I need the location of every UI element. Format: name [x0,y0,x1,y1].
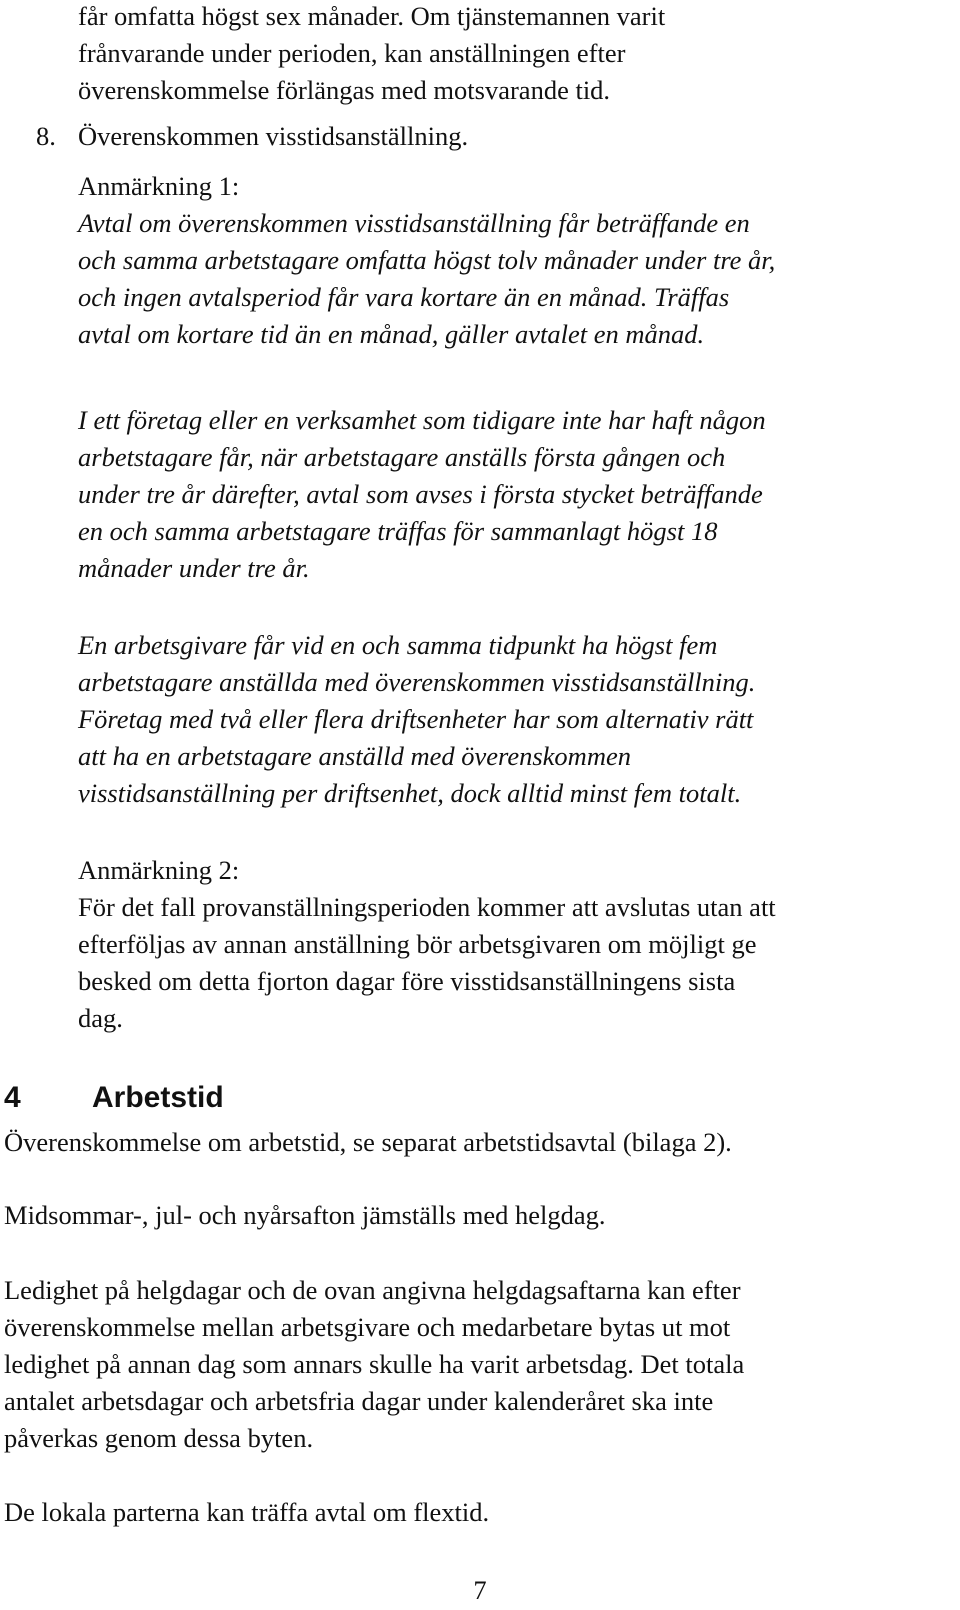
text-line: För det fall provanställningsperioden kommer att avslutas utan att [78,892,776,922]
text-line: en och samma arbetstagare träffas för sammanlagt högst 18 [78,516,718,546]
note-1-paragraph-1 [78,205,948,353]
section-paragraph-4 [4,1494,949,1531]
text-line: att ha en arbetstagare anställd med överenskommen [78,741,631,771]
note-1-paragraph-3 [78,627,948,812]
text-line: och samma arbetstagare omfatta högst tolv månader under tre år, [78,245,776,275]
section-number: 4 [4,1081,21,1114]
text-line: arbetstagare får, när arbetstagare anställs första gången och [78,442,726,472]
text-line: överenskommelse förlängas med motsvarande tid. [78,75,611,105]
section-heading [4,1079,224,1116]
text-line: påverkas genom dessa byten. [4,1423,314,1453]
text-line: Ledighet på helgdagar och de ovan angivna helgdagsaftarna kan efter [4,1275,741,1305]
note-2 [78,852,948,1037]
text-line: De lokala parterna kan träffa avtal om flextid. [4,1497,490,1527]
section-title: Arbetstid [92,1081,224,1114]
text-line: ledighet på annan dag som annars skulle ha varit arbetsdag. Det totala [4,1349,745,1379]
text-line: efterföljas av annan anställning bör arbetsgivaren om möjligt ge [78,929,757,959]
section-paragraph-2 [4,1197,949,1234]
text-line: Midsommar-, jul- och nyårsafton jämställs med helgdag. [4,1200,606,1230]
text-line: besked om detta fjorton dagar före visstidsanställningens sista [78,966,736,996]
text-line: och ingen avtalsperiod får vara kortare än en månad. Träffas [78,282,730,312]
text-line: månader under tre år. [78,553,310,583]
text-line: En arbetsgivare får vid en och samma tidpunkt ha högst fem [78,630,718,660]
section-paragraph-3 [4,1272,949,1457]
text-line: överenskommelse mellan arbetsgivare och medarbetare bytas ut mot [4,1312,731,1342]
list-item [36,118,468,155]
note-1-paragraph-2 [78,402,948,587]
note-1-heading [78,168,948,205]
text-line: antalet arbetsdagar och arbetsfria dagar under kalenderåret ska inte [4,1386,714,1416]
note-heading: Anmärkning 2: [78,855,240,885]
text-line: visstidsanställning per driftsenhet, dock alltid minst fem totalt. [78,778,742,808]
text-line: dag. [78,1003,123,1033]
text-line: får omfatta högst sex månader. Om tjänstemannen varit [78,1,666,31]
list-item-text: Överenskommen visstidsanställning. [78,121,469,151]
continued-paragraph [78,0,948,109]
section-paragraph-1 [4,1124,949,1161]
list-item-number: 8. [36,121,56,151]
text-line: under tre år därefter, avtal som avses i första stycket beträffande [78,479,763,509]
text-line: Företag med två eller flera driftsenheter har som alternativ rätt [78,704,754,734]
text-line: arbetstagare anställda med överenskommen visstidsanställning. [78,667,756,697]
text-line: Överenskommelse om arbetstid, se separat arbetstidsavtal (bilaga 2). [4,1127,732,1157]
page-number: 7 [473,1575,487,1605]
text-line: avtal om kortare tid än en månad, gäller avtalet en månad. [78,319,705,349]
text-line: frånvarande under perioden, kan anställningen efter [78,38,626,68]
text-line: I ett företag eller en verksamhet som tidigare inte har haft någon [78,405,766,435]
text-line: Avtal om överenskommen visstidsanställning får beträffande en [78,208,750,238]
note-heading: Anmärkning 1: [78,171,240,201]
